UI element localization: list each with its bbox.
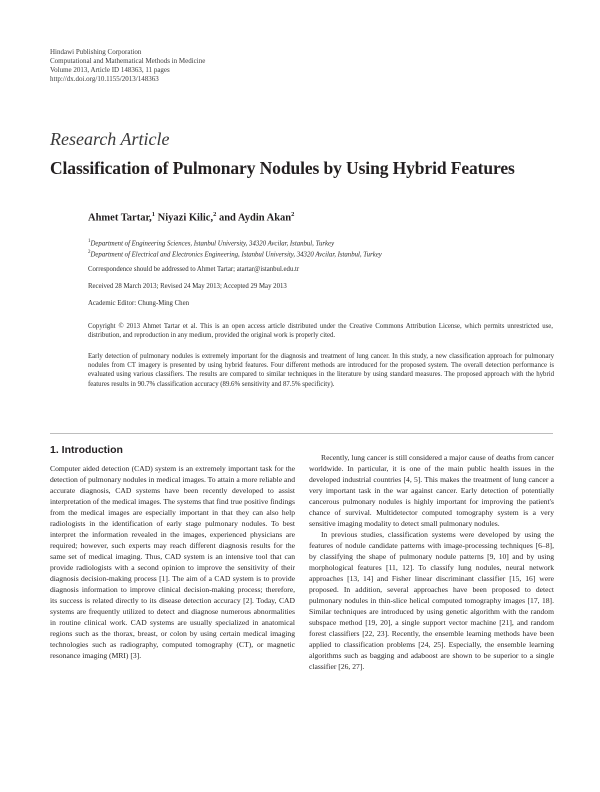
author-affil-mark: 2: [213, 211, 217, 218]
affiliation-mark: 1: [88, 239, 91, 244]
copyright-notice: Copyright © 2013 Ahmet Tartar et al. This is an open access article distributed under the Creative Commons Attribution License, which permits unrestricted use, distribution, and reproduction in any medium, provided the original work is properly cited.: [88, 323, 553, 339]
intro-paragraph: Computer aided detection (CAD) system is an extremely important task for the detection of pulmonary nodules in medical images. To attain a more reliable and accurate diagnosis, CAD systems have been recently developed to assist interpretation of the medical images. The systems that find true positive findings from the medical images are especially important in that they can also help radiologists in the identification of early stage pulmonary nodules. To best interpret the information revealed in the images, experienced physicians are required; however, such experts may reach different diagnosis results for the same set of medical imaging. Thus, CAD system is an intensive tool that can provide radiologists with a second opinion to improve the sensitivity of their diagnosis decision-making process [1]. The aim of a CAD system is to provide diagnosis information to improve clinical decision-making process; therefore, its success is related directly to its disease detection accuracy [2]. Today, CAD systems are frequently utilized to detect and diagnose numerous abnormalities in routine clinical work. CAD systems are usually specialized in anatomical regions such as the thorax, breast, or colon by using certain medical imaging technologies such as radiography, computed tomography (CT), or magnetic resonance imaging (MRI) [3].: [50, 464, 295, 660]
academic-editor: Academic Editor: Chung-Ming Chen: [88, 300, 189, 307]
publisher-line: Hindawi Publishing Corporation: [50, 48, 142, 56]
journal-name: Computational and Mathematical Methods in Medicine: [50, 57, 206, 65]
author-name: Niyazi Kilic,: [157, 212, 214, 224]
author-affil-mark: 1: [151, 211, 156, 218]
article-title: Classification of Pulmonary Nodules by Using Hybrid Features: [50, 158, 515, 178]
doi-link[interactable]: http://dx.doi.org/10.1155/2013/148363: [50, 75, 159, 83]
section-divider: [50, 433, 553, 434]
abstract: Early detection of pulmonary nodules is extremely important for the diagnosis and treatment of lung cancer. In this study, a new classification approach for pulmonary nodules from CT imagery is presented by using hybrid features. Four different methods are introduced for the proposed system. The overall detection performance is evaluated using various classifiers. The results are compared to similar techniques in the literature by using standard measures. The proposed approach with the hybrid features results in 90.7% classification accuracy (89.6% sensitivity and 87.5% specificity).: [88, 353, 554, 388]
left-column: [50, 445, 295, 661]
affiliation-1: [88, 237, 553, 248]
journal-header: [50, 48, 205, 84]
author-affil-mark: 2: [291, 211, 295, 218]
section-heading: 1. Introduction: [50, 444, 123, 456]
right-column: [309, 452, 554, 672]
article-type: Research Article: [50, 129, 170, 149]
volume-line: Volume 2013, Article ID 148363, 11 pages: [50, 66, 170, 74]
publication-dates: Received 28 March 2013; Revised 24 May 2013; Accepted 29 May 2013: [88, 283, 287, 290]
intro-paragraph: In previous studies, classification systems were developed by using the features of nodule candidate patterns with image-processing techniques [6–8], by classifying the shape of pulmonary nodule patterns [9, 10] and by using morphological features [11, 12]. To classify lung nodules, neural network approaches [13, 14] and Fisher linear discriminant classifier [15, 16] were proposed. In addition, several approaches have been proposed to detect pulmonary nodules in thin-slice helical computed tomography images [17, 18]. Similar techniques are introduced by using genetic algorithm with the random subspace method [19, 20], a single support vector machine [21], and random forest classifiers [22, 23]. Recently, the ensemble learning methods have been applied to classification problems [24, 25]. Especially, the ensemble learning algorithms such as bagging and adaboost are shown to be superior to a single classifier [26, 27].: [309, 530, 554, 671]
author-list: [88, 211, 294, 224]
author-name: and Aydin Akan: [218, 212, 292, 224]
intro-paragraph: Recently, lung cancer is still considered a major cause of deaths from cancer worldwide. In particular, it is one of the main public health issues in the developed industrial countries [4, 5]. This makes the treatment of lung cancer a very important task in the war against cancer. Early detection of potentially cancerous pulmonary nodules is highly important for improving the patient's chance of survival. Multidetector computed tomography system is a very sensitive imaging modality to detect small pulmonary nodules.: [309, 453, 554, 528]
affiliation-text: Department of Electrical and Electronics Engineering, Istanbul University, 34320 Avcilar, Istanbul, Turkey: [90, 251, 382, 259]
affiliation-text: Department of Engineering Sciences, Istanbul University, 34320 Avcilar, Istanbul, Turkey: [90, 240, 335, 248]
affiliation-mark: 2: [88, 250, 91, 255]
author-name: Ahmet Tartar,: [88, 212, 152, 224]
correspondence: Correspondence should be addressed to Ahmet Tartar; atartar@istanbul.edu.tr: [88, 266, 300, 273]
affiliation-2: [88, 248, 553, 259]
